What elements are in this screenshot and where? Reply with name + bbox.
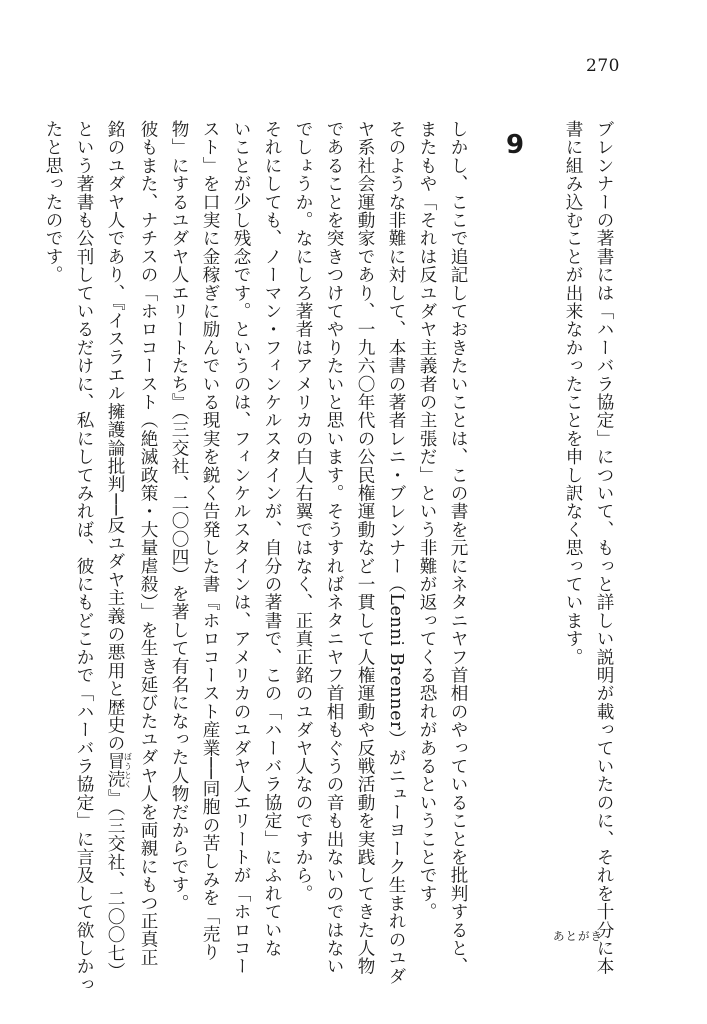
text-line: たと思ったのです。: [43, 120, 63, 284]
text-line: ブレンナーの著書には「ハーバラ協定」について、もっと詳しい説明が載っていたのに、それを十分に本: [594, 120, 614, 976]
text-line: いことが少し残念です。というのは、フィンケルスタインは、アメリカのユダヤ人エリートが「ホロコー: [231, 120, 251, 976]
page-number: 270: [586, 56, 620, 76]
text-line: という著書も公刊しているだけに、私にしてみれば、彼にもどこかで「ハーバラ協定」に言及して欲しかっ: [74, 120, 94, 994]
text-line: それにしても、ノーマン・フィンケルスタインが、自分の著書で、この「ハーバラ協定」にふれていな: [262, 120, 282, 958]
text-line: 物」にするユダヤ人エリートたち』（三交社、二〇〇四）を著して有名になった人物だからです。: [169, 120, 189, 912]
text-line: しかし、ここで追記しておきたいことは、この書を元にネタニヤフ首相のやっていることを批判すると、: [448, 120, 468, 976]
section-number: 9: [505, 132, 525, 158]
ruby-annotation: 冒涜ぼうとく: [105, 752, 133, 789]
text-line: 書に組み込むことが出来なかったことを申し訳なく思っています。: [563, 120, 583, 666]
text-line: でしょうか。なにしろ著者はアメリカの白人右翼ではなく、正真正銘のユダヤ人なのですから。: [293, 120, 313, 903]
text-line: ヤ系社会運動家であり、一九六〇年代の公民権運動など一貫して人権運動や反戦活動を実践してきた人物: [355, 120, 375, 976]
text-line: であることを突きつけてやりたいと思います。そうすればネタニヤフ首相もぐうの音も出ないのではない: [324, 120, 344, 976]
text-line: またもや「それは反ユダヤ主義者の主張だ」という非難が返ってくる恐れがあるということです。: [417, 120, 437, 921]
text-line: スト」を口実に金稼ぎに励んでいる現実を鋭く告発した書『ホロコースト産業──同胞の苦しみを「売り: [200, 120, 220, 962]
chapter-title-footer: あとがき: [553, 929, 603, 943]
text-line: そのような非難に対して、本書の著者レニ・ブレンナー（Lenni Brenner）がニューヨーク生まれのユダ: [386, 120, 406, 986]
ruby-reading: ぼうとく: [123, 752, 133, 789]
text-line: 銘のユダヤ人であり、『イスラエル擁護論批判──反ユダヤ主義の悪用と歴史の冒涜ぼうとく』（三交社、二〇〇七）: [105, 120, 133, 981]
text-line: 彼もまた、ナチスの「ホロコースト（絶滅政策・大量虐殺）」を生き延びたユダヤ人を両親にもつ正真正: [138, 120, 158, 967]
